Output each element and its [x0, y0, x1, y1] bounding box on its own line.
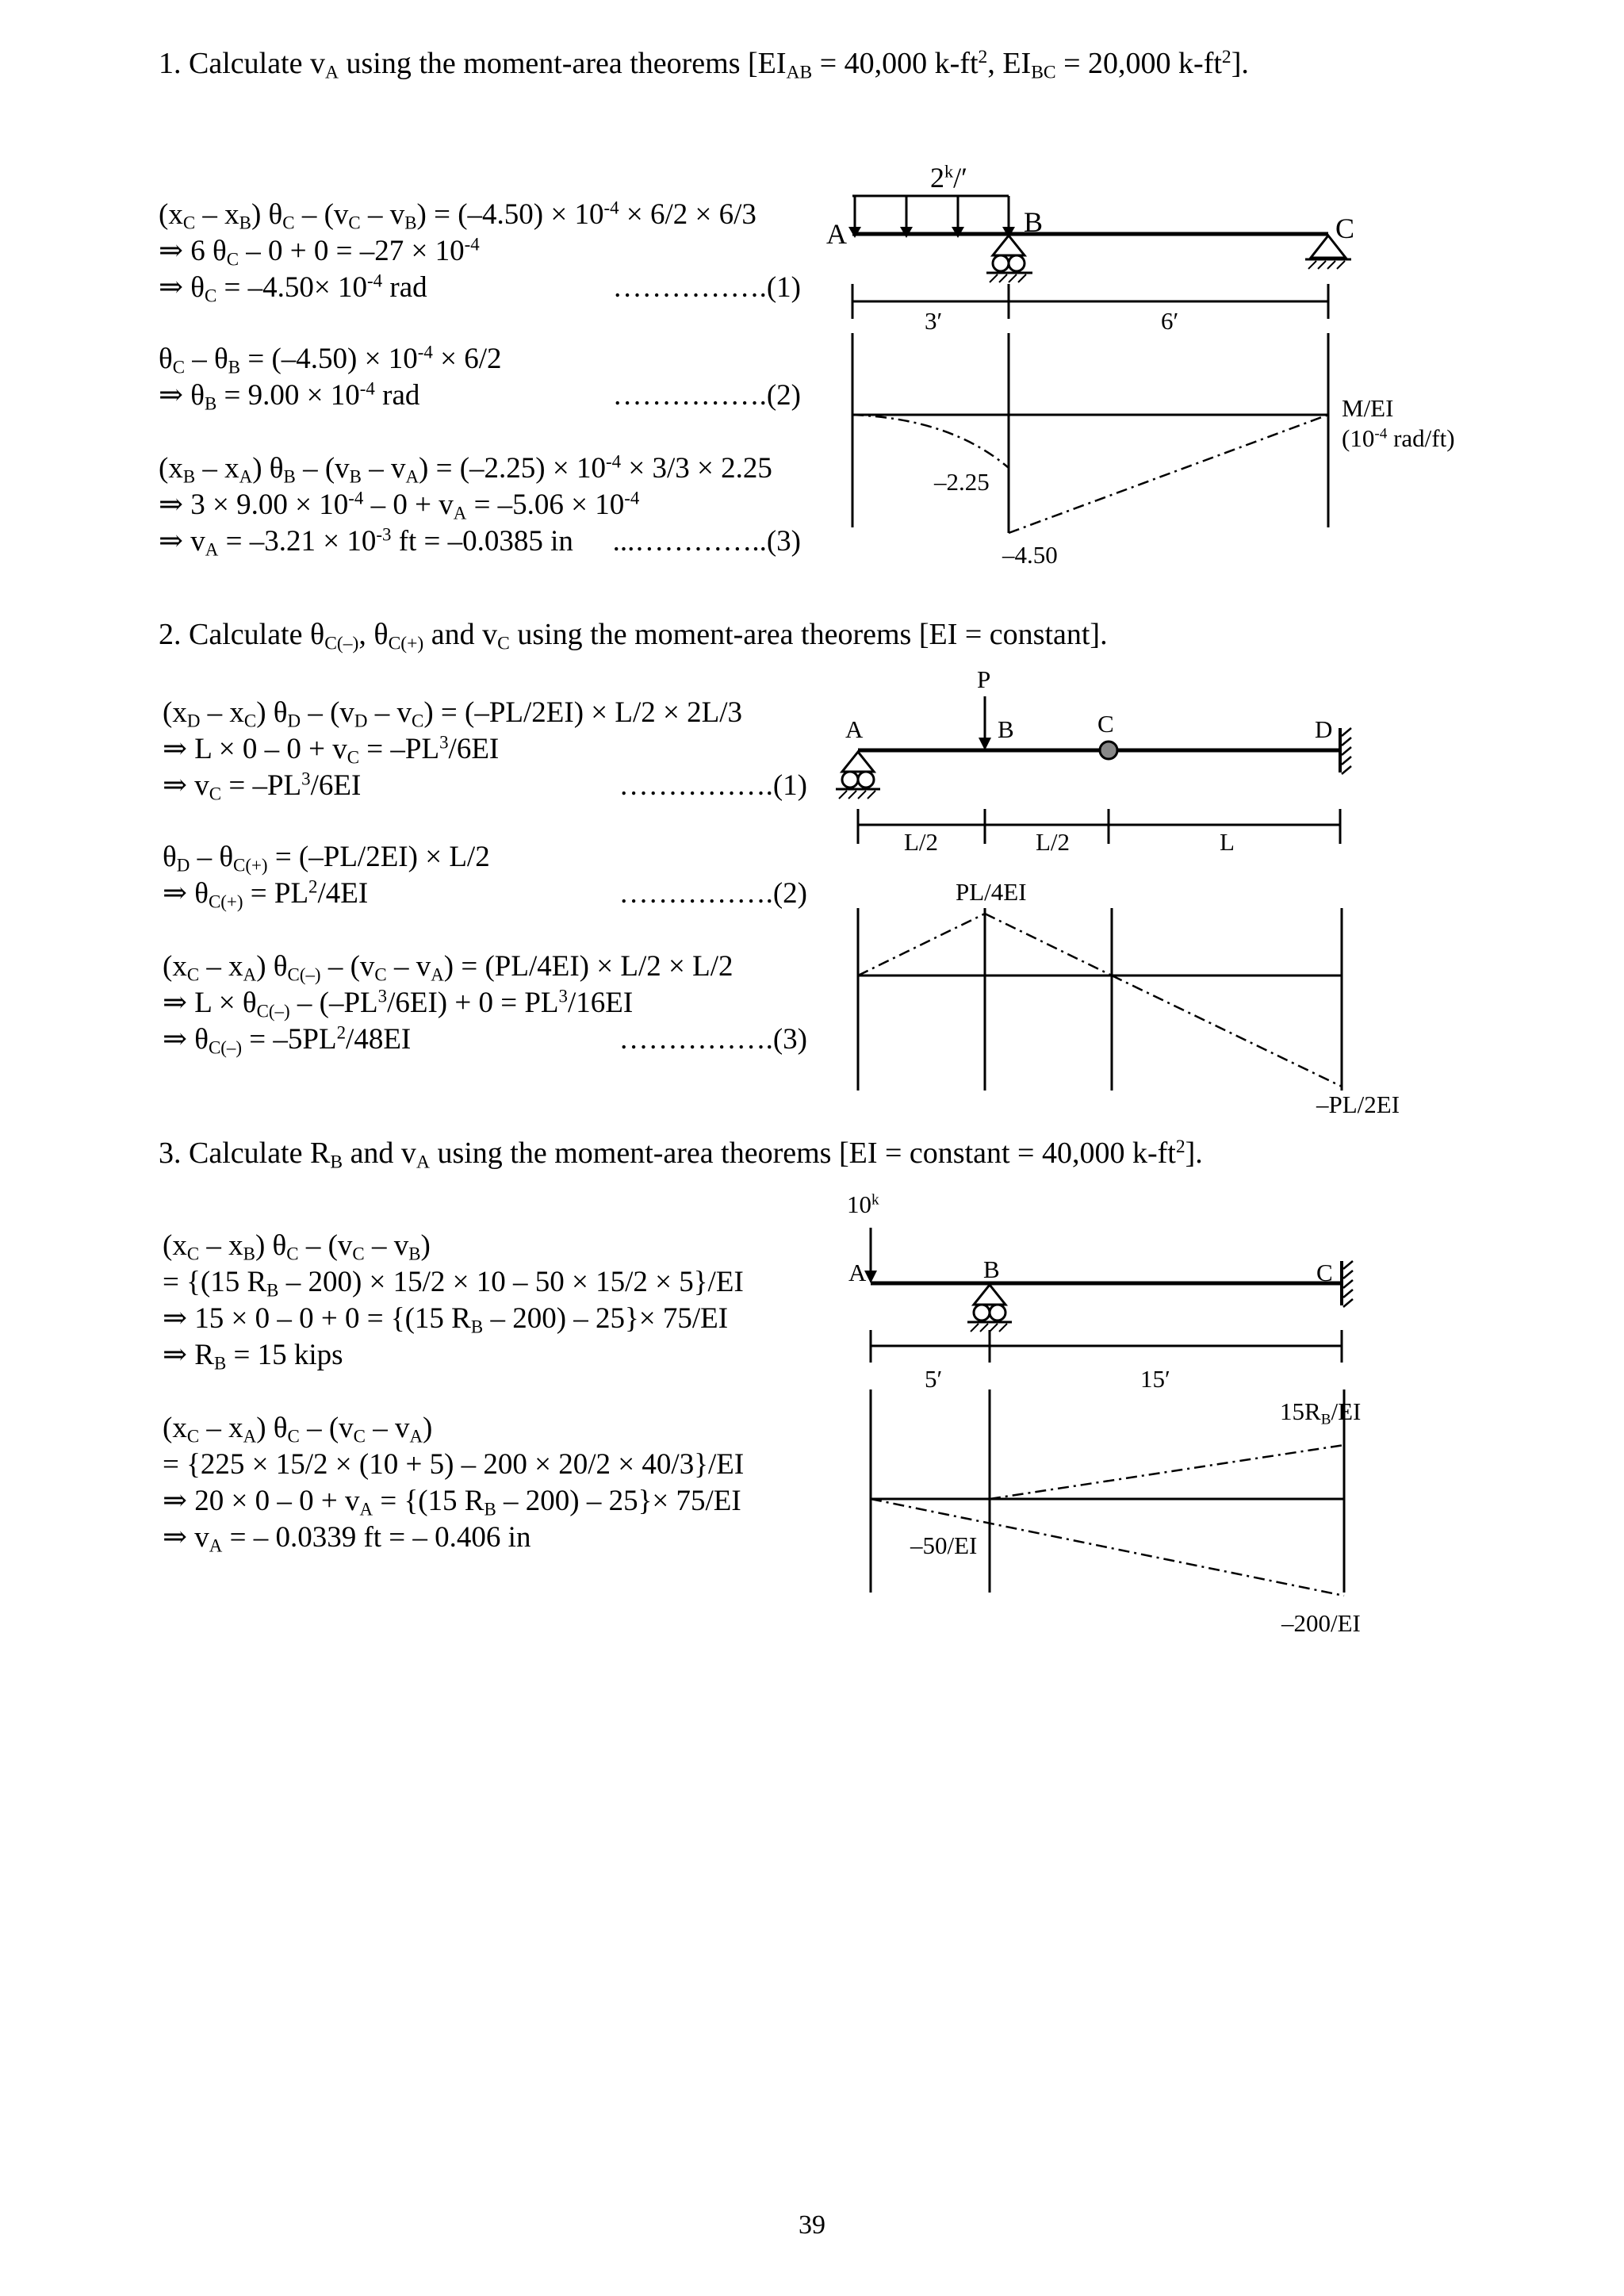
p1-mei-units: ($10^{-4}$ rad/ft) — [1342, 424, 1455, 452]
p2-node-c: C — [1097, 710, 1114, 738]
p1-value-225: –2.25 — [934, 468, 990, 496]
p2-line-1: $(x_D - x_C)$ $\theta_D - (v_D - v_C) = (-PL/2EI) \times L/2 \times 2L/3$ — [163, 696, 743, 731]
p2-load-label: P — [977, 665, 991, 693]
p2-ref-3: …………….(3) — [619, 1023, 807, 1056]
p1-ref-3: ...…………..(3) — [612, 525, 801, 558]
p3-line-1: $(x_C - x_B)$ $\theta_C - (v_C - v_B)$ — [163, 1229, 431, 1264]
p3-line-8: ⇒ $v_A$ = – 0.0339 ft = – 0.406 in — [163, 1521, 531, 1556]
p1-line-1: $(x_C - x_B)$ $\theta_C - (v_C - v_B) = (-4.50) \times 10^{-4} \times 6/2 \times 6/3$ — [159, 197, 756, 233]
p1-node-c: C — [1335, 213, 1355, 244]
page-number: 39 — [799, 2210, 825, 2240]
p1-node-a: A — [826, 218, 847, 250]
p3-load-label: 10$^k$ — [847, 1190, 879, 1218]
p1-dim-ab: 3′ — [925, 307, 943, 335]
p3-line-7: ⇒ $20 \times 0 - 0 + v_A = \{(15$ $R_B - 200) - 25\}\times 75/EI$ — [163, 1485, 741, 1520]
p3-node-a: A — [848, 1259, 867, 1286]
p1-line-3: ⇒ $\theta_C = -4.50\times 10^{-4}$ rad — [159, 270, 427, 306]
problem-2-heading: 2. Calculate $\theta_{C(-)}$, $\theta_{C(+)}$ and $v_C$ using the moment-area theorems [EI = constant]. — [159, 618, 1108, 654]
p1-ref-1: …………….(1) — [612, 271, 801, 304]
problem-1-heading: 1. Calculate $v_A$ using the moment-area theorems [$EI_{AB} = 40,000$ $k-ft^2$, $EI_{BC} = 20,000$ $k-ft^2$]. — [159, 47, 1249, 83]
p2-node-d: D — [1315, 715, 1333, 743]
p3-node-c: C — [1316, 1259, 1333, 1286]
p3-line-4: ⇒ $R_B = 15$ kips — [163, 1339, 343, 1374]
p2-node-a: A — [845, 715, 864, 743]
p3-value-200ei: –200/EI — [1281, 1609, 1361, 1637]
p2-line-8: ⇒ $\theta_{C(-)} = -5PL^2/48EI$ — [163, 1022, 412, 1058]
p2-node-b: B — [998, 715, 1014, 743]
p1-line-2: ⇒ 6 $\theta_C - 0 + 0 = -27 \times 10^{-4}$ — [159, 234, 480, 270]
p1-line-7: ⇒ $3 \times 9.00 \times 10^{-4} - 0 + v_A = -5.06 \times 10^{-4}$ — [159, 488, 640, 523]
p2-line-4: $\theta_D - \theta_{C(+)} = (-PL/2EI) \times L/2$ — [163, 841, 490, 876]
p1-load-label: 2$^k$/′ — [930, 161, 968, 194]
p2-dim-cd: L — [1220, 828, 1235, 856]
p3-roller-support-b — [967, 1285, 1012, 1322]
p3-dim-ab: 5′ — [925, 1365, 943, 1393]
p2-ref-1: …………….(1) — [619, 769, 807, 802]
p3-node-b: B — [983, 1255, 1000, 1283]
p3-value-50ei: –50/EI — [910, 1531, 978, 1559]
p1-line-4: $\theta_C - \theta_B = (-4.50) \times 10^{-4} \times 6/2$ — [159, 342, 502, 378]
p1-line-5: ⇒ $\theta_B = 9.00 \times 10^{-4}$ rad — [159, 378, 420, 414]
p2-line-7: ⇒ $L \times \theta_{C(-)} - (-PL^3/6EI) + 0 = PL^3/16EI$ — [163, 986, 634, 1022]
p2-line-6: $(x_C - x_A)$ $\theta_{C(-)} - (v_C - v_A) = (PL/4EI) \times L/2 \times L/2$ — [163, 950, 733, 985]
p1-value-450: –4.50 — [1002, 541, 1058, 569]
p3-line-2: = {(15 $R_B - 200) \times 15/2 \times 10 - 50 \times 15/2 \times 5\}/EI$ — [163, 1266, 744, 1301]
p3-line-3: ⇒ 15 × 0 – 0 + 0 = {(15 $R_B - 200) - 25\}\times 75/EI$ — [163, 1302, 729, 1337]
p2-line-2: ⇒ $L \times 0 - 0 + v_C = -PL^3/6EI$ — [163, 732, 500, 768]
p1-ref-2: …………….(2) — [612, 379, 801, 412]
p1-line-8: ⇒ $v_A = -3.21 \times 10^{-3}$ ft = –0.0385 in — [159, 524, 573, 560]
p1-line-6: $(x_B - x_A)$ $\theta_B - (v_B - v_A) = (-2.25) \times 10^{-4} \times 3/3 \times 2.25$ — [159, 451, 772, 487]
p3-value-15rb-ei: $15R_B/EI$ — [1280, 1397, 1362, 1428]
p1-node-b: B — [1024, 206, 1044, 238]
p3-line-6: = {225 × 15/2 × (10 + 5) – 200 × 20/2 × 40/3}/EI — [163, 1448, 745, 1481]
p2-value-pl4ei: PL/4EI — [956, 878, 1027, 906]
p2-dim-bc: L/2 — [1036, 828, 1071, 856]
p2-value-pl2ei: –PL/2EI — [1316, 1091, 1400, 1118]
p2-dim-ab: L/2 — [904, 828, 939, 856]
problem-3-heading: 3. Calculate $R_B$ and $v_A$ using the moment-area theorems [EI = constant = 40,000 $k-ft^2$]. — [159, 1137, 1203, 1173]
p3-dim-bc: 15′ — [1140, 1365, 1170, 1393]
p2-line-5: ⇒ $\theta_{C(+)} = PL^2/4EI$ — [163, 876, 369, 912]
p3-mei-line-positive — [990, 1445, 1344, 1499]
p2-line-3: ⇒ $v_C = -PL^3/6EI$ — [163, 769, 362, 804]
p1-dim-bc: 6′ — [1161, 307, 1179, 335]
p2-ref-2: …………….(2) — [619, 877, 807, 910]
p1-mei-label: M/EI — [1342, 394, 1394, 422]
p3-line-5: $(x_C - x_A)$ $\theta_C - (v_C - v_A)$ — [163, 1412, 433, 1447]
